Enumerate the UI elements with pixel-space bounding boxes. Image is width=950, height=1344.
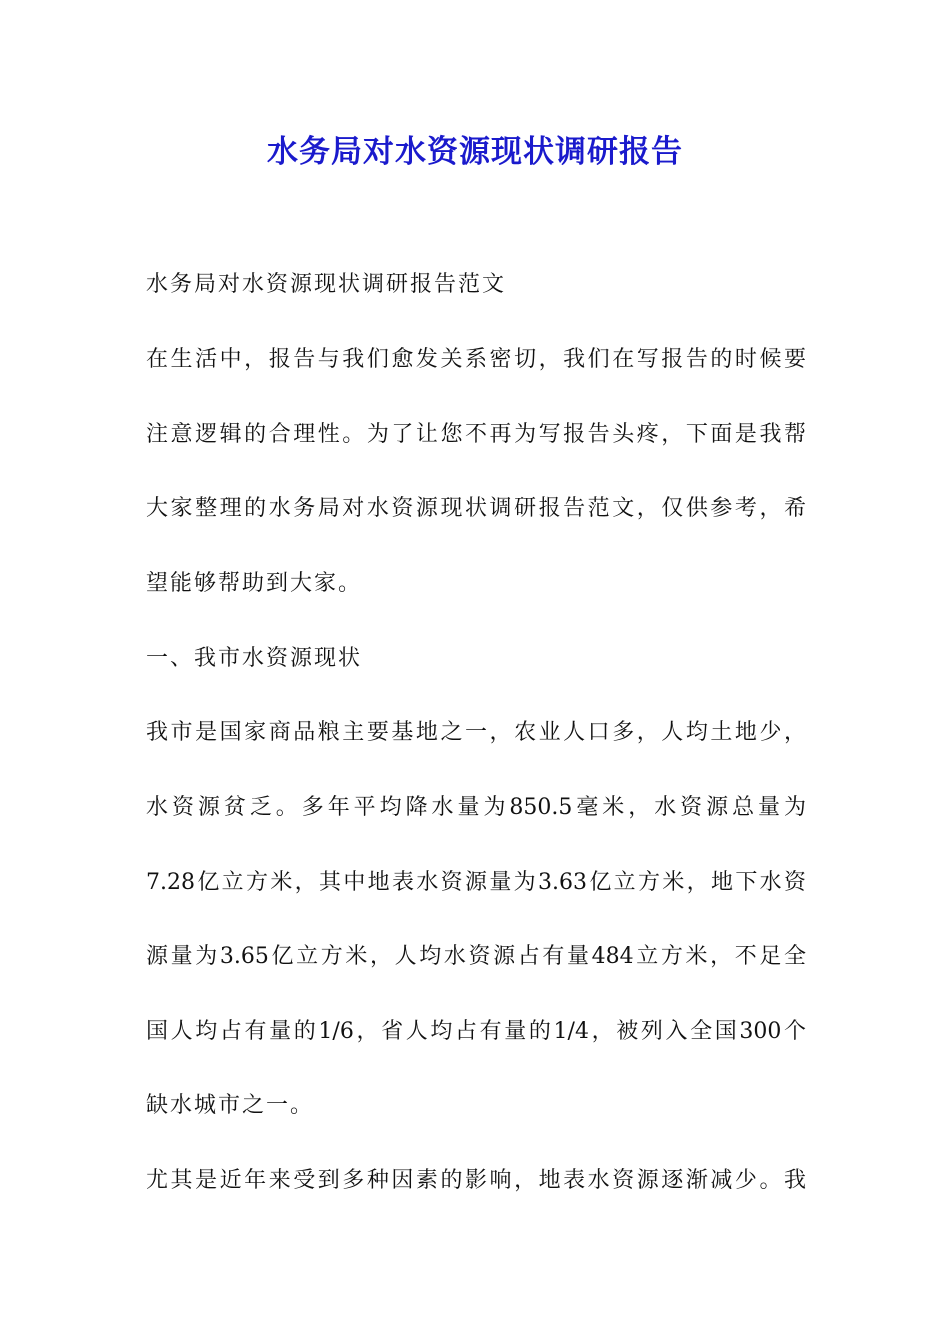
paragraph-line: 尤其是近年来受到多种因素的影响，地表水资源逐渐减少。我 xyxy=(146,1168,806,1193)
section-heading: 一、我市水资源现状 xyxy=(146,646,363,671)
document-title: 水务局对水资源现状调研报告 xyxy=(267,134,683,170)
paragraph-line: 缺水城市之一。 xyxy=(146,1093,315,1118)
paragraph-line: 国人均占有量的1/6，省人均占有量的1/4，被列入全国300个 xyxy=(146,1019,806,1044)
paragraph-line: 源量为3.65亿立方米，人均水资源占有量484立方米，不足全 xyxy=(146,944,806,969)
paragraph-line: 望能够帮助到大家。 xyxy=(146,571,363,596)
subtitle-line: 水务局对水资源现状调研报告范文 xyxy=(146,272,507,297)
paragraph-line: 注意逻辑的合理性。为了让您不再为写报告头疼，下面是我帮 xyxy=(146,422,806,447)
paragraph-line: 大家整理的水务局对水资源现状调研报告范文，仅供参考，希 xyxy=(146,496,806,521)
paragraph-line: 在生活中，报告与我们愈发关系密切，我们在写报告的时候要 xyxy=(146,347,806,372)
paragraph-line: 7.28亿立方米，其中地表水资源量为3.63亿立方米，地下水资 xyxy=(146,870,806,895)
paragraph-line: 水资源贫乏。多年平均降水量为850.5毫米，水资源总量为 xyxy=(146,795,806,820)
paragraph-line: 我市是国家商品粮主要基地之一，农业人口多，人均土地少， xyxy=(146,720,806,745)
